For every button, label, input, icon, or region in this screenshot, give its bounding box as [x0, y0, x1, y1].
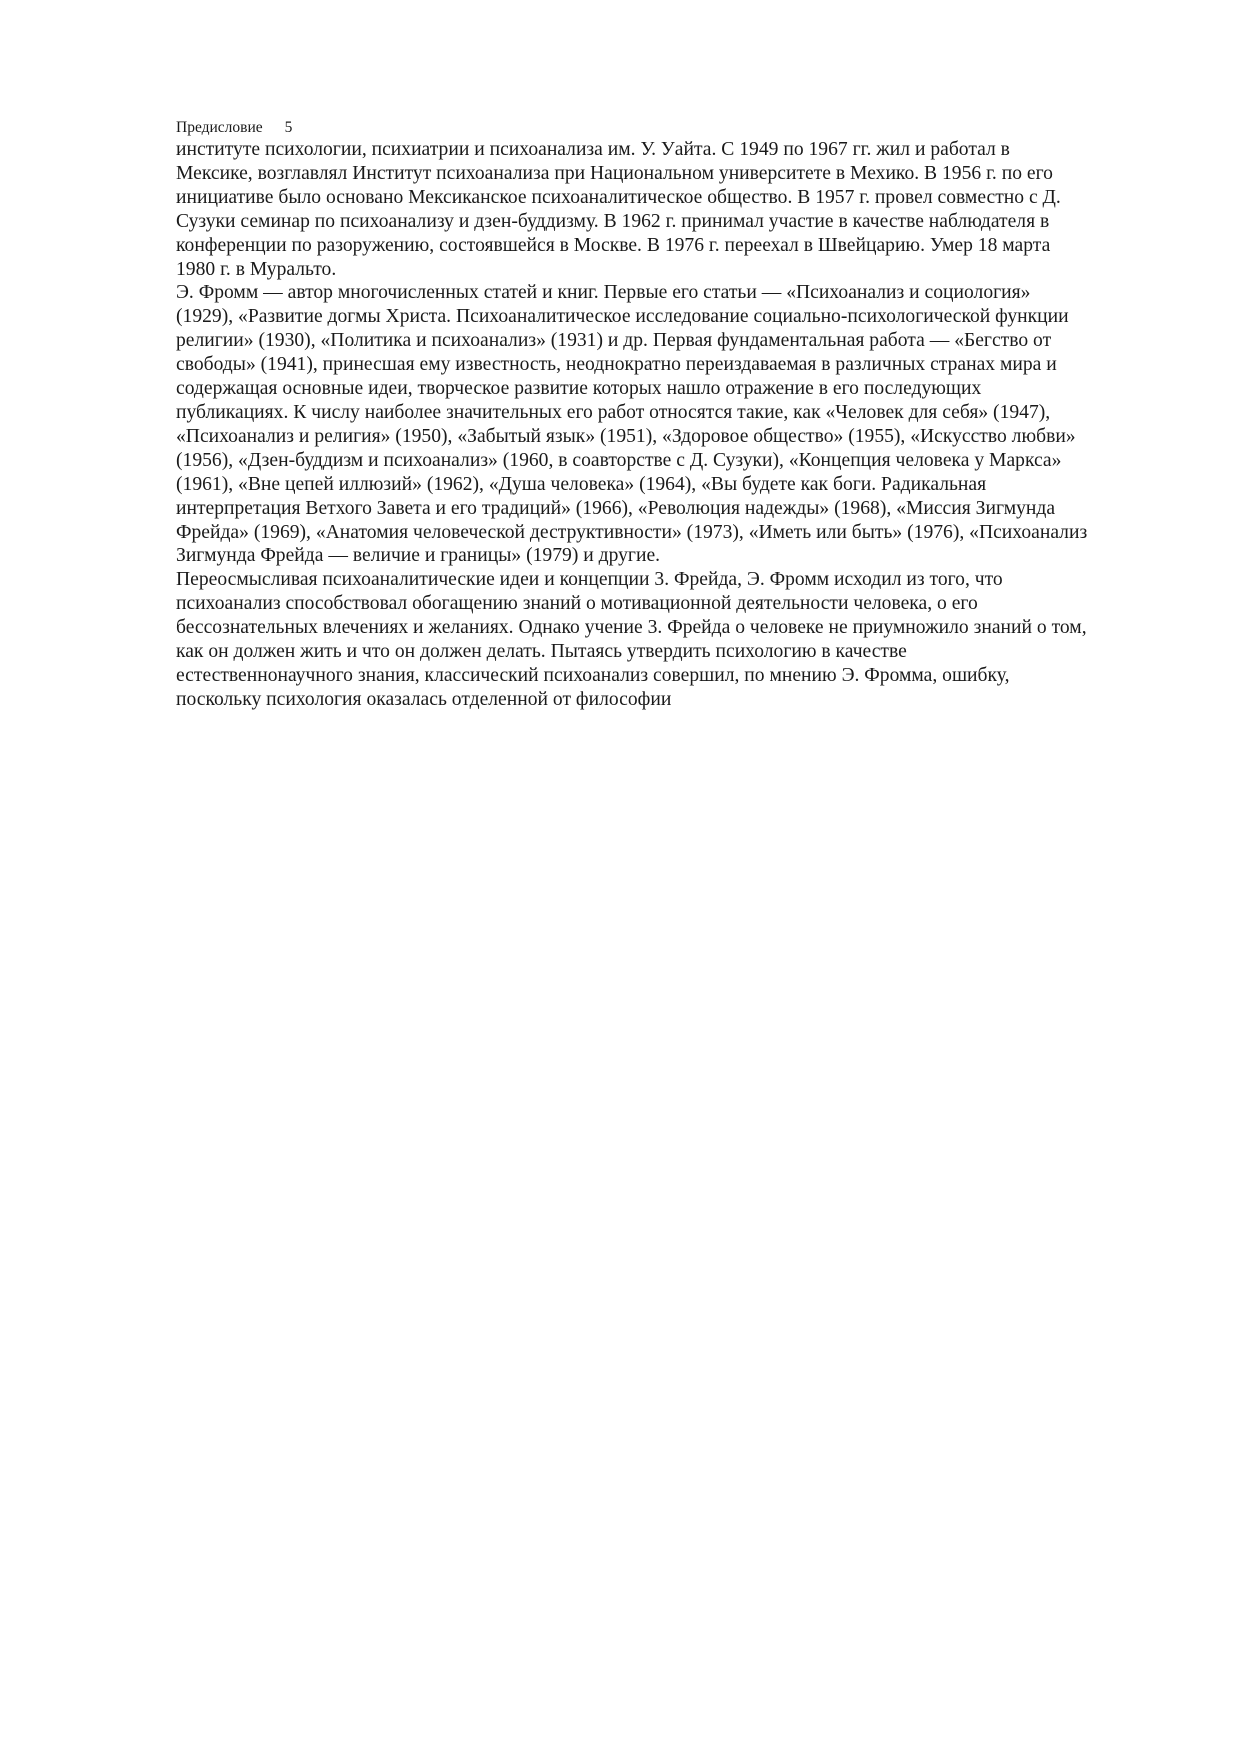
text-line: содержащая основные идеи, творческое развитие которых нашло отражение в его последующих	[176, 378, 982, 400]
text-line: инициативе было основано Мексиканское психоаналитическое общество. В 1957 г. провел совместно с Д.	[176, 186, 1061, 208]
text-line: (1956), «Дзен-буддизм и психоанализ» (1960, в соавторстве с Д. Сузуки), «Концепция человека у Маркса»	[176, 449, 1062, 471]
text-line: поскольку психология оказалась отделенной от философии	[176, 688, 672, 710]
text-line: естественнонаучного знания, классический психоанализ совершил, по мнению Э. Фромма, ошибку,	[176, 664, 1010, 686]
text-line: Переосмысливая психоаналитические идеи и концепции 3. Фрейда, Э. Фромм исходил из того, что	[176, 569, 1003, 591]
text-line: бессознательных влечениях и желаниях. Однако учение 3. Фрейда о человеке не приумножило знаний о том,	[176, 617, 1087, 639]
text-line: интерпретация Ветхого Завета и его традиций» (1966), «Революция надежды» (1968), «Миссия Зигмунда	[176, 497, 1056, 519]
text-line: публикациях. К числу наиболее значительных его работ относятся такие, как «Человек для себя» (1947),	[176, 401, 1051, 423]
text-line: (1961), «Вне цепей иллюзий» (1962), «Душа человека» (1964), «Вы будете как боги. Радикальная	[176, 473, 987, 495]
document-page	[176, 118, 1176, 712]
text-line: Мексике, возглавлял Институт психоанализа при Национальном университете в Мехико. В 1956 г. по его	[176, 162, 1053, 184]
text-line: «Психоанализ и религия» (1950), «Забытый язык» (1951), «Здоровое общество» (1955), «Искусство любви»	[176, 425, 1076, 447]
text-line: Э. Фромм — автор многочисленных статей и книг. Первые его статьи — «Психоанализ и социология»	[176, 282, 1031, 304]
text-line: институте психологии, психиатрии и психоанализа им. У. Уайта. С 1949 по 1967 гг. жил и работал в	[176, 139, 1010, 160]
text-line: конференции по разоружению, состоявшейся в Москве. В 1976 г. переехал в Швейцарию. Умер 18 марта	[176, 234, 1051, 256]
text-line: религии» (1930), «Политика и психоанализ» (1931) и др. Первая фундаментальная работа — «Бегство от	[176, 330, 1052, 352]
text-line: Сузуки семинар по психоанализу и дзен-буддизму. В 1962 г. принимал участие в качестве наблюдателя в	[176, 210, 1050, 232]
text-line: (1929), «Развитие догмы Христа. Психоаналитическое исследование социально-психологической функции	[176, 306, 1069, 328]
page-number: 5	[284, 119, 293, 136]
text-line: как он должен жить и что он должен делать. Пытаясь утвердить психологию в качестве	[176, 641, 907, 663]
text-line: Фрейда» (1969), «Анатомия человеческой деструктивности» (1973), «Иметь или быть» (1976), «Психоанализ	[176, 521, 1088, 543]
running-head	[176, 118, 1176, 138]
section-title: Предисловие	[176, 119, 263, 136]
text-line: 1980 г. в Муральто.	[176, 258, 337, 280]
text-line: Зигмунда Фрейда — величие и границы» (1979) и другие.	[176, 545, 661, 567]
text-line: свободы» (1941), принесшая ему известность, неоднократно переиздаваемая в различных странах мира и	[176, 354, 1057, 376]
paragraph-biography	[176, 138, 1176, 281]
paragraph-works	[176, 281, 1176, 568]
text-line: психоанализ способствовал обогащению знаний о мотивационной деятельности человека, о его	[176, 593, 978, 615]
paragraph-rethinking	[176, 568, 1176, 711]
